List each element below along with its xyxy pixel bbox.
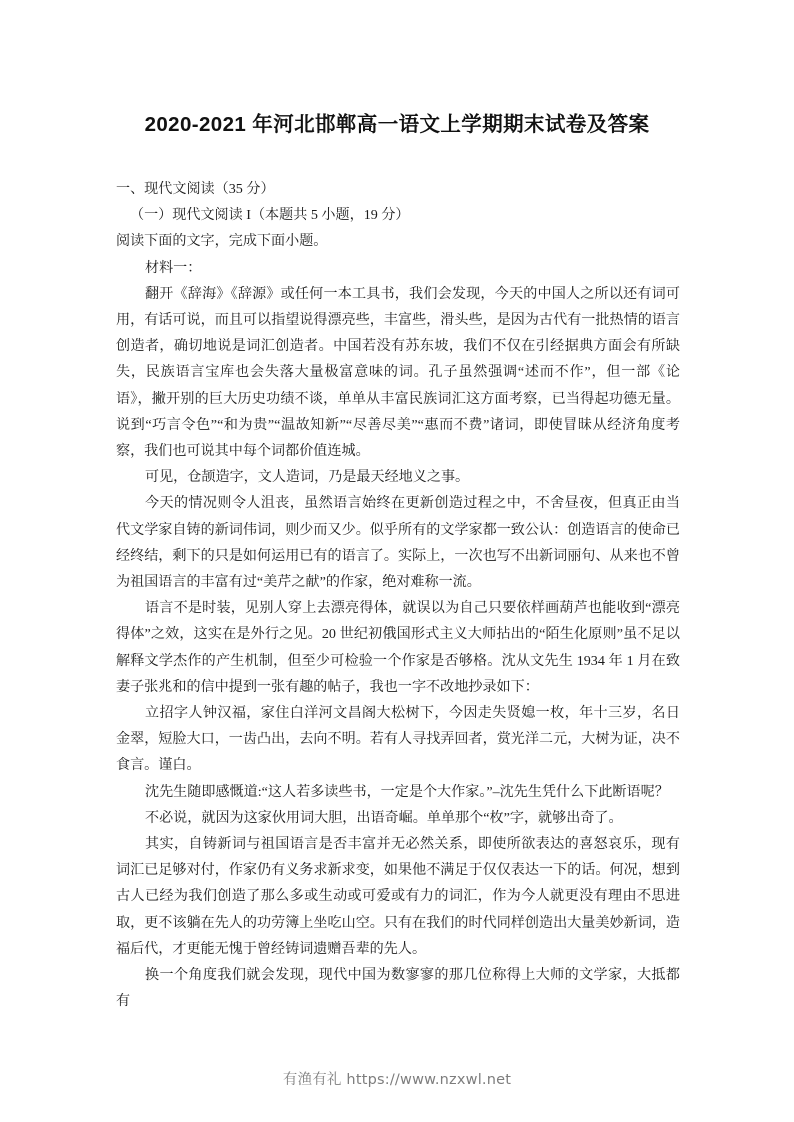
body-paragraph: 沈先生随即感慨道:“这人若多读些书，一定是个大作家。”–沈先生凭什么下此断语呢？	[145, 783, 669, 800]
material-label: 材料一：	[145, 259, 202, 276]
body-paragraph: 翻开《辞海》《辞源》或任何一本工具书，我们会发现，今天的中国人之所以还有词可用，有话可说，而且可以指望说得漂亮些，丰富些，滑头些，是因为古代有一批热情的语言创造者，确切地说是词汇创造者。中国若没有苏东坡，我们不仅在引经据典方面会有所缺失，民族语言宝库也会失落大量极富意味的词。孔子虽然强调“述而不作”，但一部《论语》，撇开别的巨大历史功绩不谈，单单从丰富民族词汇这方面考察，已当得起功德无量。说到“巧言令色”“和为贵”“温故知新”“尽善尽美”“惠而不费”诸词，即使冒昧从经济角度考察，我们也可说其中每个词都价值连城。	[116, 285, 680, 460]
body-paragraph: 立招字人钟汉福，家住白洋河文昌阁大松树下，今因走失贤媳一枚，年十三岁，名日金翠，短脸大口，一齿凸出，去向不明。若有人寻找弄回者，赏光洋二元，大树为证，决不食言。谨白。	[116, 705, 680, 774]
subsection-heading: （一）现代文阅读 I（本题共 5 小题，19 分）	[130, 207, 410, 224]
body-paragraph: 换一个角度我们就会发现，现代中国为数寥寥的那几位称得上大师的文学家，大抵都有	[116, 967, 680, 1010]
body-paragraph: 语言不是时装，见别人穿上去漂亮得体，就误以为自己只要依样画葫芦也能收到“漂亮得体”之效，这实在是外行之见。20 世纪初俄国形式主义大师拈出的“陌生化原则”虽不足以解释文学杰作的产生机制，但至少可检验一个作家是否够格。沈从文先生 1934 年 1 月在致妻子张兆和的信中提到一张有趣的帖子，我也一字不改地抄录如下：	[116, 600, 680, 695]
page-title: 2020-2021 年河北邯郸高一语文上学期期末试卷及答案	[144, 112, 650, 136]
reading-instruction: 阅读下面的文字，完成下面小题。	[116, 233, 328, 250]
section-heading: 一、现代文阅读（35 分）	[116, 181, 275, 197]
body-paragraph: 今天的情况则令人沮丧，虽然语言始终在更新创造过程之中，不舍昼夜，但真正由当代文学家自铸的新词伟词，则少而又少。似乎所有的文学家都一致公认：创造语言的使命已经终结，剩下的只是如何运用已有的语言了。实际上，一次也写不出新词丽句、从来也不曾为祖国语言的丰富有过“美芹之献”的作家，绝对难称一流。	[116, 495, 680, 591]
body-paragraph: 不必说，就因为这家伙用词大胆，出语奇崛。单单那个“枚”字，就够出奇了。	[145, 809, 623, 826]
body-paragraph: 可见，仓颉造字，文人造词，乃是最天经地义之事。	[145, 469, 470, 486]
footer-watermark: 有渔有礼 https://www.nzxwl.net	[282, 1072, 512, 1088]
body-paragraph: 其实，自铸新词与祖国语言是否丰富并无必然关系，即使所欲表达的喜怒哀乐，现有词汇已足够对付，作家仍有义务求新求变，如果他不满足于仅仅表达一下的话。何况，想到古人已经为我们创造了那么多或生动或可爱或有力的词汇，作为今人就更没有理由不思进取，更不该躺在先人的功劳簿上坐吃山空。只有在我们的时代同样创造出大量美妙新词，造福后代，才更能无愧于曾经铸词遗赠吾辈的先人。	[116, 836, 680, 957]
document-body	[116, 176, 680, 1015]
